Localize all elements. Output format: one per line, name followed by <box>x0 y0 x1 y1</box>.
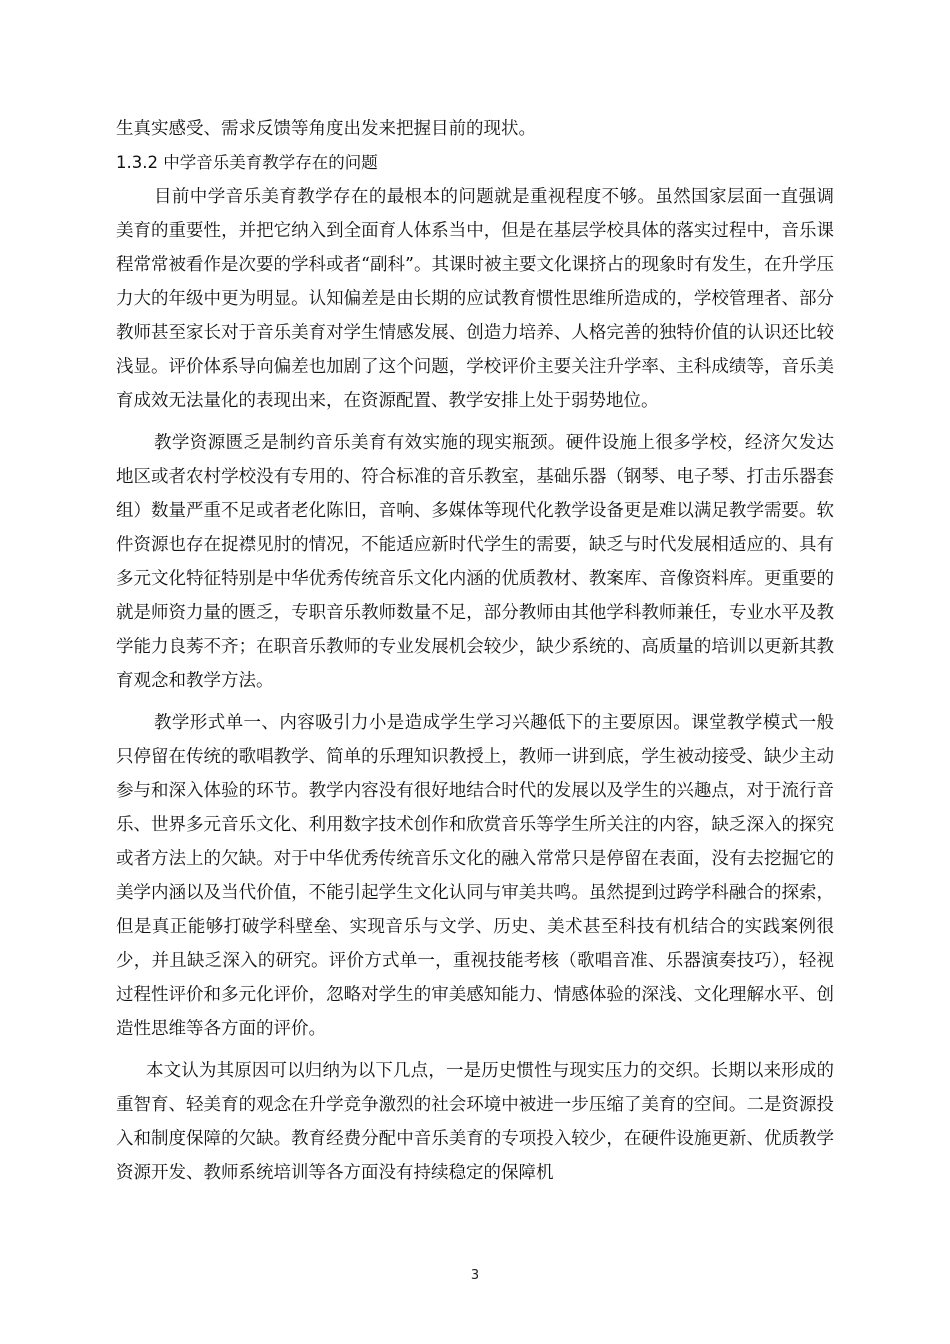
page-number: 3 <box>470 1268 480 1283</box>
paragraph-teaching-form: 教学形式单一、内容吸引力小是造成学生学习兴趣低下的主要原因。课堂教学模式一般只停留在传统的歌唱教学、简单的乐理知识教授上，教师一讲到底，学生被动接受、缺少主动参与和深入体验的环节。教学内容没有很好地结合时代的发展以及学生的兴趣点，对于流行音乐、世界多元音乐文化、利用数字技术创作和欣赏音乐等学生所关注的内容，缺乏深入的探究或者方法上的欠缺。对于中华优秀传统音乐文化的融入常常只是停留在表面，没有去挖掘它的美学内涵以及当代价值，不能引起学生文化认同与审美共鸣。虽然提到过跨学科融合的探索，但是真正能够打破学科壁垒、实现音乐与文学、历史、美术甚至科技有机结合的实践案例很少，并且缺乏深入的研究。评价方式单一，重视技能考核（歌唱音准、乐器演奏技巧），轻视过程性评价和多元化评价，忽略对学生的审美感知能力、情感体验的深浅、文化理解水平、创造性思维等各方面的评价。 <box>116 713 834 1039</box>
paragraph-resources: 教学资源匮乏是制约音乐美育有效实施的现实瓶颈。硬件设施上很多学校，经济欠发达地区或者农村学校没有专用的、符合标准的音乐教室，基础乐器（钢琴、电子琴、打击乐器套组）数量严重不足或者老化陈旧，音响、多媒体等现代化教学设备更是难以满足教学需要。软件资源也存在捉襟见肘的情况，不能适应新时代学生的需要，缺乏与时代发展相适应的、具有多元文化特征特别是中华优秀传统音乐文化内涵的优质教材、教案库、音像资料库。更重要的就是师资力量的匮乏，专职音乐教师数量不足，部分教师由其他学科教师兼任，专业水平及教学能力良莠不齐；在职音乐教师的专业发展机会较少，缺少系统的、高质量的培训以更新其教育观念和教学方法。 <box>116 433 834 691</box>
section-heading: 1.3.2 中学音乐美育教学存在的问题 <box>116 153 378 172</box>
continuation-text: 生真实感受、需求反馈等角度出发来把握目前的现状。 <box>116 119 536 139</box>
paragraph-importance: 目前中学音乐美育教学存在的最根本的问题就是重视程度不够。虽然国家层面一直强调美育的重要性，并把它纳入到全面育人体系当中，但是在基层学校具体的落实过程中，音乐课程常常被看作是次要的学科或者“副科”。其课时被主要文化课挤占的现象时有发生，在升学压力大的年级中更为明显。认知偏差是由长期的应试教育惯性思维所造成的，学校管理者、部分教师甚至家长对于音乐美育对学生情感发展、创造力培养、人格完善的独特价值的认识还比较浅显。评价体系导向偏差也加剧了这个问题，学校评价主要关注升学率、主科成绩等，音乐美育成效无法量化的表现出来，在资源配置、教学安排上处于弱势地位。 <box>116 187 834 411</box>
paragraph-causes: 本文认为其原因可以归纳为以下几点，一是历史惯性与现实压力的交织。长期以来形成的重智育、轻美育的观念在升学竞争激烈的社会环境中被进一步压缩了美育的空间。二是资源投入和制度保障的欠缺。教育经费分配中音乐美育的专项投入较少，在硬件设施更新、优质教学资源开发、教师系统培训等各方面没有持续稳定的保障机 <box>116 1061 834 1183</box>
page-body <box>116 112 834 1190</box>
